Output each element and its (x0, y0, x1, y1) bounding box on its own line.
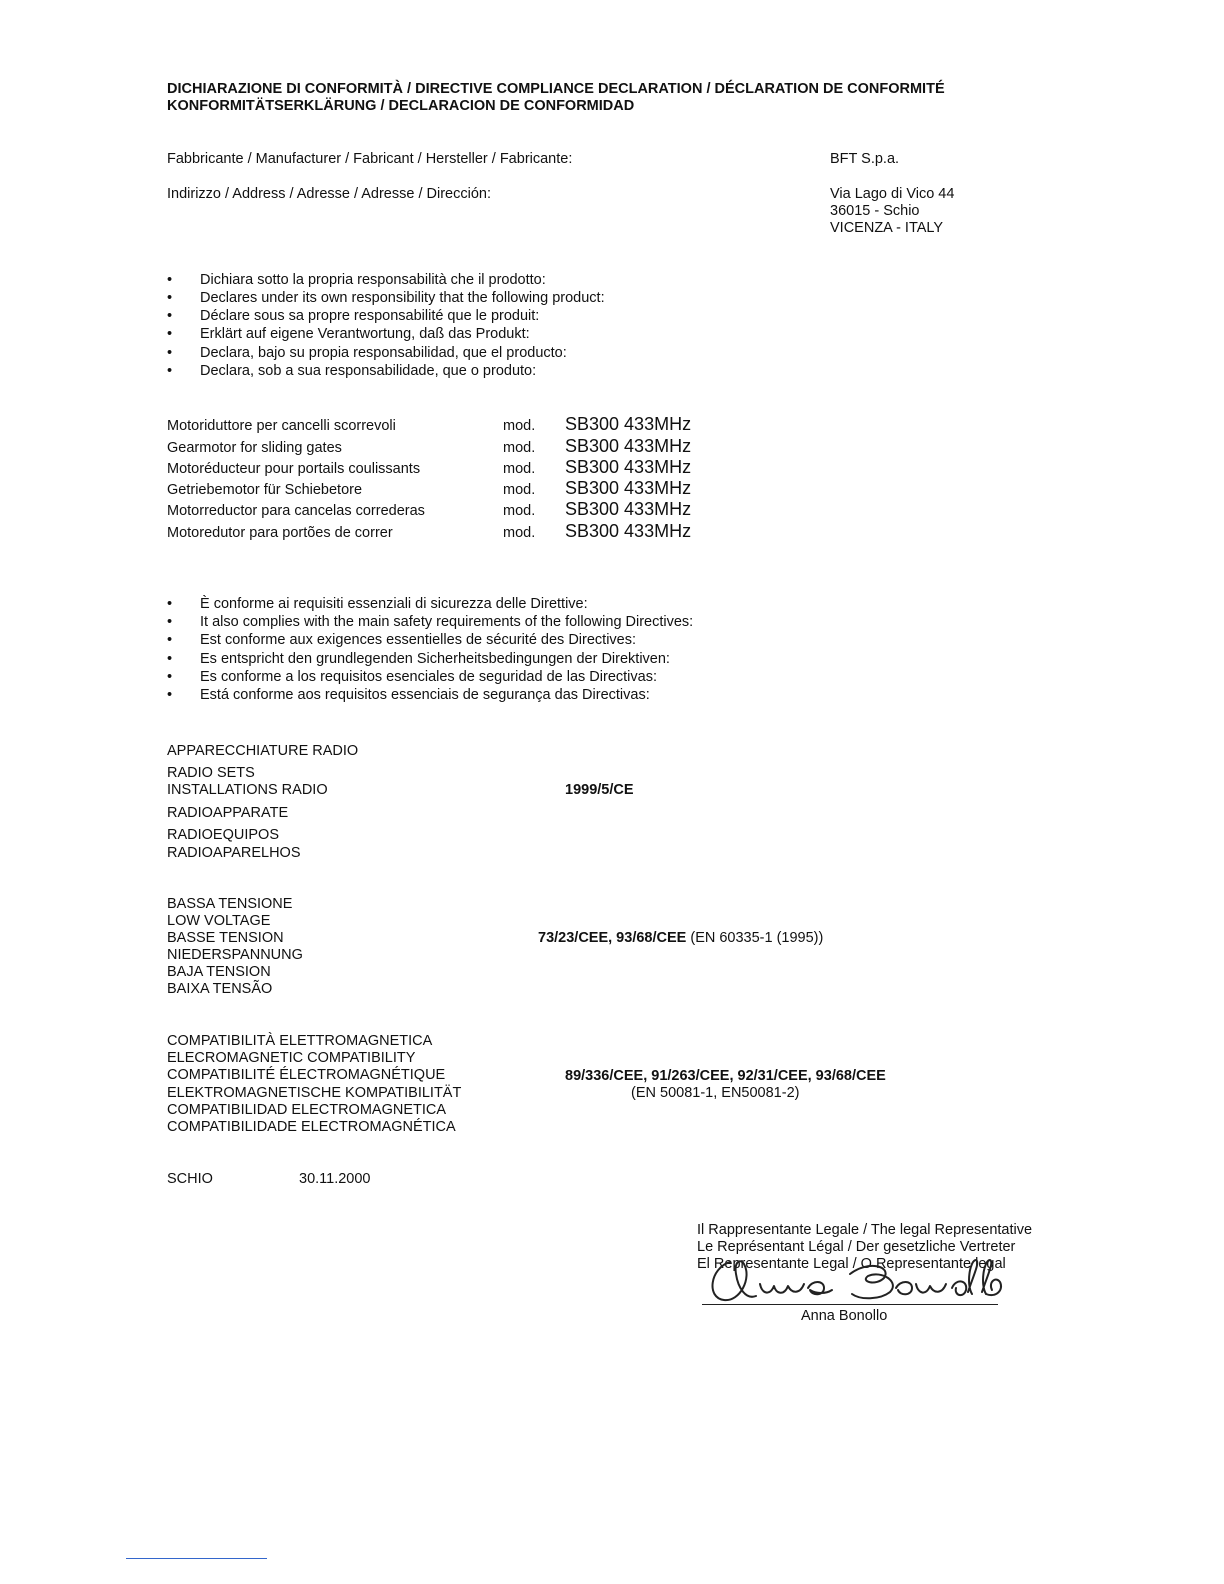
bullet-icon: • (167, 596, 173, 612)
emc-standard: (EN 50081-1, EN50081-2) (631, 1085, 800, 1101)
directive-category-line: NIEDERSPANNUNG (167, 947, 303, 963)
address-line: 36015 - Schio (830, 203, 920, 219)
table-row (167, 500, 867, 521)
signature-line (702, 1304, 998, 1305)
emc-directive: 89/336/CEE, 91/263/CEE, 92/31/CEE, 93/68/CEE (565, 1068, 886, 1084)
product-description: Motoriduttore per cancelli scorrevoli (167, 418, 396, 434)
bullet-icon: • (167, 632, 173, 648)
title-line-1: DICHIARAZIONE DI CONFORMITÀ / DIRECTIVE COMPLIANCE DECLARATION / DÉCLARATION DE CONFORMITÉ (167, 81, 945, 97)
footer-divider (126, 1558, 267, 1559)
mod-label: mod. (503, 461, 536, 477)
representative-title-line: Le Représentant Légal / Der gesetzliche Vertreter (697, 1239, 1016, 1255)
product-description: Gearmotor for sliding gates (167, 440, 342, 456)
mod-label: mod. (503, 525, 536, 541)
date: 30.11.2000 (299, 1171, 371, 1187)
radio-directive: 1999/5/CE (565, 782, 634, 798)
mod-label: mod. (503, 418, 536, 434)
directive-category-line: BASSE TENSION (167, 930, 284, 946)
address-label: Indirizzo / Address / Adresse / Adresse / Dirección: (167, 186, 491, 202)
directive-category-line: RADIOEQUIPOS (167, 827, 279, 843)
table-row (167, 437, 867, 458)
title-line-2: KONFORMITÄTSERKLÄRUNG / DECLARACION DE CONFORMIDAD (167, 98, 635, 114)
bullet-icon: • (167, 290, 173, 306)
directive-category-line: ELECROMAGNETIC COMPATIBILITY (167, 1050, 416, 1066)
table-row (167, 479, 867, 500)
signature (700, 1254, 1010, 1310)
product-model: SB300 433MHz (565, 478, 692, 498)
bullet-icon: • (167, 614, 173, 630)
directive-category-line: BAIXA TENSÃO (167, 981, 273, 997)
place: SCHIO (167, 1171, 213, 1187)
representative-name: Anna Bonollo (801, 1308, 888, 1324)
directive-category-line: RADIOAPARELHOS (167, 845, 301, 861)
address-line: VICENZA - ITALY (830, 220, 944, 236)
table-row (167, 415, 867, 436)
address-line: Via Lago di Vico 44 (830, 186, 955, 202)
product-model: SB300 433MHz (565, 521, 692, 541)
bullet-icon: • (167, 272, 173, 288)
directive-codes: 73/23/CEE, 93/68/CEE (538, 930, 687, 946)
bullet-icon: • (167, 687, 173, 703)
directive-category-line: RADIOAPPARATE (167, 805, 289, 821)
bullet-icon: • (167, 326, 173, 342)
directive-category-line: LOW VOLTAGE (167, 913, 271, 929)
product-model: SB300 433MHz (565, 414, 692, 434)
product-description: Motorreductor para cancelas correderas (167, 503, 425, 519)
product-description: Motoréducteur pour portails coulissants (167, 461, 421, 477)
directive-category-line: RADIO SETS (167, 765, 255, 781)
directive-category-line: COMPATIBILITÉ ÉLECTROMAGNÉTIQUE (167, 1067, 446, 1083)
bullet-icon: • (167, 363, 173, 379)
address-value (830, 186, 954, 237)
mod-label: mod. (503, 440, 536, 456)
directive-category-line: COMPATIBILIDAD ELECTROMAGNETICA (167, 1102, 447, 1118)
directive-category-line: COMPATIBILITÀ ELETTROMAGNETICA (167, 1033, 433, 1049)
bullet-icon: • (167, 651, 173, 667)
directive-standard: (EN 60335-1 (1995)) (690, 930, 824, 946)
manufacturer-label: Fabbricante / Manufacturer / Fabricant / Hersteller / Fabricante: (167, 151, 573, 167)
directive-category-line: APPARECCHIATURE RADIO (167, 743, 359, 759)
table-row (167, 458, 867, 479)
representative-title-line: Il Rappresentante Legale / The legal Representative (697, 1222, 1033, 1238)
mod-label: mod. (503, 482, 536, 498)
directive-category-line: BAJA TENSION (167, 964, 271, 980)
representative-title-line: El Representante Legal / O Representante legal (697, 1256, 1006, 1272)
declaration-title (167, 81, 945, 115)
bullet-icon: • (167, 345, 173, 361)
product-description: Motoredutor para portões de correr (167, 525, 393, 541)
directive-category-line: BASSA TENSIONE (167, 896, 293, 912)
directive-category-line: COMPATIBILIDADE ELECTROMAGNÉTICA (167, 1119, 456, 1135)
low-voltage-directive (538, 930, 823, 946)
product-model: SB300 433MHz (565, 436, 692, 456)
product-description: Getriebemotor für Schiebetore (167, 482, 363, 498)
mod-label: mod. (503, 503, 536, 519)
bullet-icon: • (167, 669, 173, 685)
table-row (167, 522, 867, 543)
bullet-icon: • (167, 308, 173, 324)
directive-category-line: ELEKTROMAGNETISCHE KOMPATIBILITÄT (167, 1085, 462, 1101)
product-model: SB300 433MHz (565, 499, 692, 519)
manufacturer-value: BFT S.p.a. (830, 151, 900, 167)
directive-category-line: INSTALLATIONS RADIO (167, 782, 328, 798)
product-model: SB300 433MHz (565, 457, 692, 477)
